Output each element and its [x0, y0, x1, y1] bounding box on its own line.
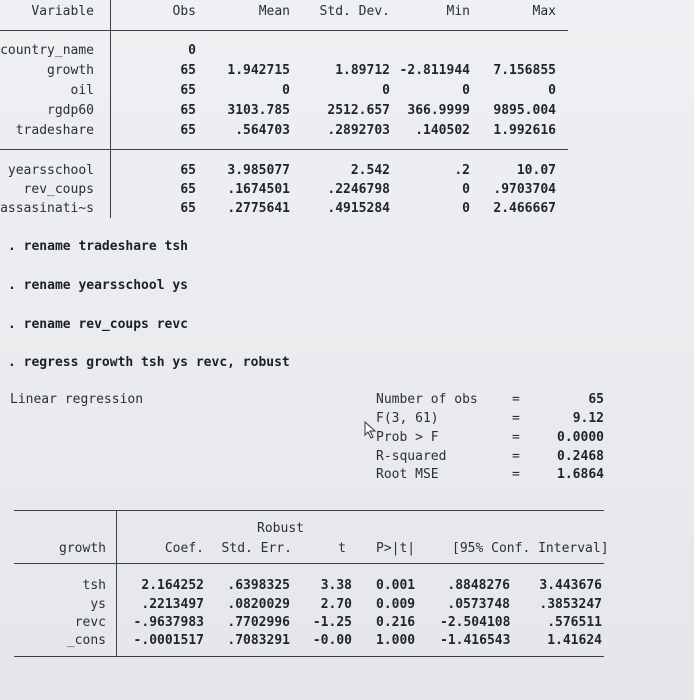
command-line: . rename yearsschool ys	[8, 278, 189, 293]
command-line: . rename rev_coups revc	[8, 317, 189, 332]
reg-divider	[116, 510, 117, 656]
reg-header-rule	[14, 563, 604, 564]
stat-eq: =	[512, 411, 520, 426]
stat-label: R-squared	[376, 449, 447, 464]
se-header: Std. Err.	[221, 541, 292, 556]
reg-top-rule	[14, 510, 604, 511]
col-header-variable: Variable	[31, 4, 94, 19]
summary-group-rule	[0, 149, 568, 150]
stat-eq: =	[512, 430, 520, 445]
summary-header-rule	[0, 30, 568, 31]
command-line: . regress growth tsh ys revc, robust	[8, 355, 290, 370]
t-header: t	[338, 541, 346, 556]
stat-label: F(3, 61)	[376, 411, 439, 426]
stat-eq: =	[512, 392, 520, 407]
regression-title: Linear regression	[10, 392, 144, 407]
p-header: P>|t|	[376, 541, 416, 556]
col-header-sd: Std. Dev.	[319, 4, 390, 19]
mouse-pointer-icon	[364, 421, 380, 439]
coef-header: Coef.	[164, 541, 204, 556]
depvar-header: growth	[59, 541, 106, 556]
summary-divider	[110, 0, 111, 218]
reg-bottom-rule	[14, 656, 604, 657]
stat-value: 0.0000	[557, 430, 604, 445]
stat-value: 65	[588, 392, 604, 407]
stat-value: 1.6864	[557, 467, 604, 482]
stat-label: Root MSE	[376, 467, 439, 482]
col-header-mean: Mean	[258, 4, 290, 19]
stat-value: 0.2468	[557, 449, 604, 464]
command-line: . rename tradeshare tsh	[8, 239, 189, 254]
col-header-obs: Obs	[172, 4, 196, 19]
col-header-max: Max	[532, 4, 556, 19]
robust-header: Robust	[257, 521, 304, 536]
stat-eq: =	[512, 467, 520, 482]
stat-value: 9.12	[572, 411, 604, 426]
col-header-min: Min	[446, 4, 470, 19]
stat-label: Number of obs	[376, 392, 478, 407]
ci-header: [95% Conf. Interval]	[452, 541, 609, 556]
stat-eq: =	[512, 449, 520, 464]
stat-label: Prob > F	[376, 430, 439, 445]
